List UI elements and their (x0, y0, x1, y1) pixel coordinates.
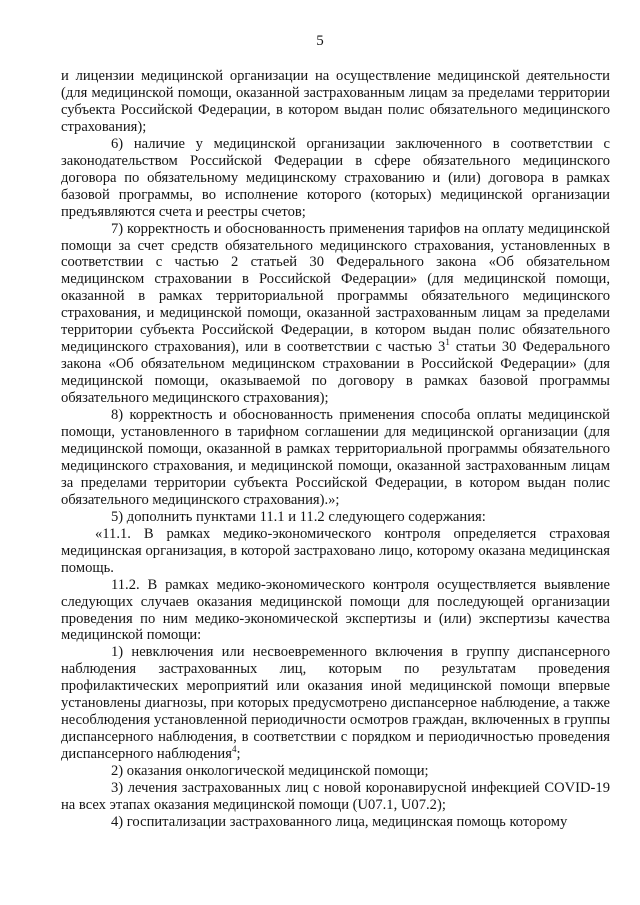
item-7-text-before: 7) корректность и обоснованность применения тарифов на оплату медицинской помощи за счет средств обязательного медицинского страхования, установленных в соответствии с частью 2 статьей 30 Федерального закона «Об обязательном медицинском страховании в Российской Федерации» (для медицинской помощи, оказанной в рамках территориальной программы обязательного медицинского страхования, и медицинской помощи, оказанной застрахованным лицам за пределами территории субъекта Российской Федерации, в котором выдан полис обязательного медицинского страхования), или в соответствии с частью 3 (61, 220, 610, 356)
case-1-text-after: ; (236, 746, 241, 763)
paragraph-case-1 (61, 644, 610, 763)
paragraph-case-3: 3) лечения застрахованных лиц с новой коронавирусной инфекцией COVID-19 на всех этапах оказания медицинской помощи (U07.1, U07.2); (61, 780, 610, 813)
paragraph-license-continuation: и лицензии медицинской организации на осуществление медицинской деятельности (для медицинской помощи, оказанной застрахованным лицам за пределами территории субъекта Российской Федерации, в котором выдан полис обязательного медицинского страхования); (61, 68, 610, 135)
paragraph-amendment-5: 5) дополнить пунктами 11.1 и 11.2 следующего содержания: (111, 508, 486, 525)
document-body (61, 68, 610, 831)
case-1-text-before: 1) невключения или несвоевременного включения в группу диспансерного наблюдения застрахованных лиц, которым по результатам проведения профилактических мероприятий или оказания иной медицинской помощи впервые установлены диагнозы, при которых предусмотрено диспансерное наблюдение, а также несоблюдения установленной периодичности осмотров граждан, включенных в группы диспансерного наблюдения, в соответствии с порядком и периодичностью проведения диспансерного наблюдения (61, 644, 610, 763)
paragraph-item-7 (61, 221, 610, 407)
item-7-text-after: статьи 30 Федерального закона «Об обязательном медицинском страховании в Российской Федерации» (для медицинской помощи, оказываемой по договору в рамках базовой программы обязательного медицинского страхования); (61, 339, 610, 407)
paragraph-case-2: 2) оказания онкологической медицинской помощи; (111, 763, 429, 780)
footnote-superscript: 1 (445, 337, 450, 348)
paragraph-11-1: «11.1. В рамках медико-экономического контроля определяется страховая медицинская организация, в которой застраховано лицо, которому оказана медицинская помощь. (61, 525, 610, 576)
page-number: 5 (316, 33, 324, 49)
paragraph-item-8: 8) корректность и обоснованность применения способа оплаты медицинской помощи, установленного в тарифном соглашении для медицинской организации (для медицинской помощи, оказанной в рамках территориальной программы обязательного медицинского страхования, и медицинской помощи, оказанной застрахованным лицам за пределами территории субъекта Российской Федерации, в котором выдан полис обязательного медицинского страхования).»; (61, 407, 610, 508)
paragraph-item-6: 6) наличие у медицинской организации заключенного в соответствии с законодательством Российской Федерации в сфере обязательного медицинского договора по обязательному медицинскому страхованию и (или) договора в рамках базовой программы, во исполнение которого (которых) медицинской организации предъявляются счета и реестры счетов; (61, 135, 610, 220)
paragraph-11-2: 11.2. В рамках медико-экономического контроля осуществляется выявление следующих случаев оказания медицинской помощи для последующей организации проведения по ним медико-экономической экспертизы и (или) экспертизы качества медицинской помощи: (61, 576, 610, 644)
paragraph-case-4: 4) госпитализации застрахованного лица, медицинская помощь которому (111, 813, 568, 830)
footnote-superscript: 4 (231, 744, 237, 755)
